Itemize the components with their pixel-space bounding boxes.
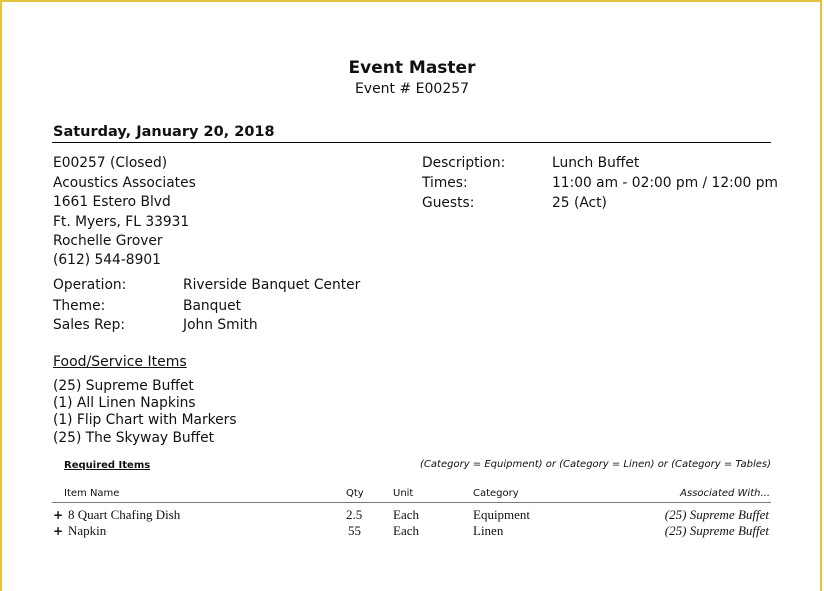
table-header-divider bbox=[52, 502, 771, 503]
expand-row-button[interactable]: + bbox=[53, 524, 64, 538]
col-associated-with: Associated With... bbox=[680, 488, 770, 499]
row-qty: 2.5 bbox=[346, 507, 363, 522]
times-value: 11:00 am - 02:00 pm / 12:00 pm bbox=[552, 175, 778, 191]
operation-value: Riverside Banquet Center bbox=[183, 277, 361, 293]
col-category: Category bbox=[473, 488, 519, 499]
row-unit: Each bbox=[393, 523, 419, 538]
guests-label: Guests: bbox=[422, 195, 475, 211]
client-phone: (612) 544-8901 bbox=[53, 252, 161, 268]
description-label: Description: bbox=[422, 155, 506, 171]
salesrep-label: Sales Rep: bbox=[53, 317, 125, 333]
col-item-name: Item Name bbox=[64, 488, 120, 499]
date-divider bbox=[52, 142, 771, 143]
description-value: Lunch Buffet bbox=[552, 155, 640, 171]
report-title: Event Master bbox=[348, 58, 476, 78]
row-unit: Each bbox=[393, 507, 419, 522]
client-contact: Rochelle Grover bbox=[53, 233, 163, 249]
client-company: Acoustics Associates bbox=[53, 175, 196, 191]
client-street: 1661 Estero Blvd bbox=[53, 194, 171, 210]
food-service-heading: Food/Service Items bbox=[53, 354, 187, 370]
row-associated-with: (25) Supreme Buffet bbox=[664, 507, 769, 522]
col-unit: Unit bbox=[393, 488, 414, 499]
guests-value: 25 (Act) bbox=[552, 195, 607, 211]
required-items-heading: Required Items bbox=[64, 460, 151, 471]
salesrep-value: John Smith bbox=[183, 317, 258, 333]
theme-value: Banquet bbox=[183, 298, 242, 314]
event-date: Saturday, January 20, 2018 bbox=[53, 124, 275, 140]
row-associated-with: (25) Supreme Buffet bbox=[664, 523, 769, 538]
operation-label: Operation: bbox=[53, 277, 127, 293]
times-label: Times: bbox=[422, 175, 468, 191]
event-number: Event # E00257 bbox=[354, 81, 470, 97]
food-item: (1) All Linen Napkins bbox=[53, 395, 196, 411]
row-category: Linen bbox=[473, 523, 504, 538]
client-city-state-zip: Ft. Myers, FL 33931 bbox=[53, 214, 190, 230]
row-category: Equipment bbox=[473, 507, 531, 522]
food-item: (25) The Skyway Buffet bbox=[53, 430, 215, 446]
row-item-name: Napkin bbox=[68, 523, 107, 538]
col-qty: Qty bbox=[346, 488, 364, 499]
row-qty: 55 bbox=[348, 523, 361, 538]
food-item: (1) Flip Chart with Markers bbox=[53, 412, 237, 428]
food-item: (25) Supreme Buffet bbox=[53, 378, 194, 394]
event-status: E00257 (Closed) bbox=[53, 155, 168, 171]
category-filter: (Category = Equipment) or (Category = Linen) or (Category = Tables) bbox=[420, 459, 771, 470]
expand-row-button[interactable]: + bbox=[53, 508, 64, 522]
row-item-name: 8 Quart Chafing Dish bbox=[68, 507, 181, 522]
theme-label: Theme: bbox=[53, 298, 106, 314]
